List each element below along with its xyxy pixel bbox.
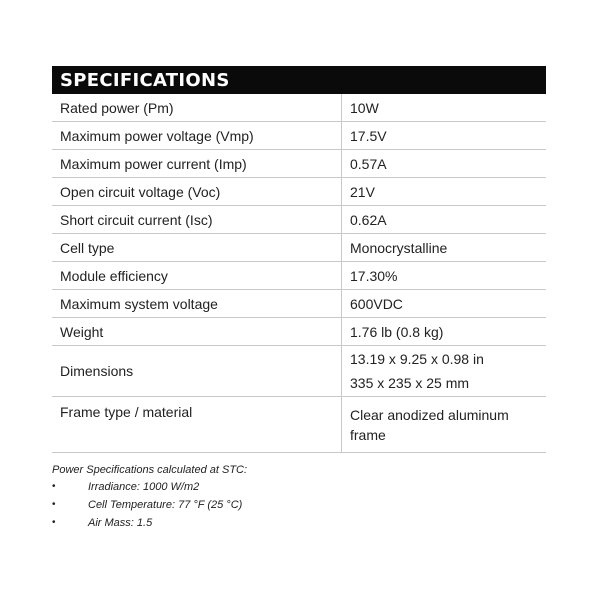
specifications-header (52, 66, 546, 94)
spec-value: 21V (342, 178, 547, 206)
spec-row-frame-material (52, 397, 546, 453)
spec-value: 17.30% (342, 262, 547, 290)
spec-label: Maximum power current (Imp) (52, 150, 342, 178)
note-text: Air Mass: 1.5 (88, 517, 153, 529)
list-item (52, 515, 546, 531)
specifications-table (52, 94, 546, 453)
spec-value: 0.57A (342, 150, 547, 178)
spec-row-open-circuit-voltage (52, 178, 546, 206)
bullet-icon: • (52, 481, 56, 492)
spec-row-rated-power (52, 94, 546, 122)
spec-row-cell-type (52, 234, 546, 262)
spec-label: Maximum power voltage (Vmp) (52, 122, 342, 150)
spec-value (342, 346, 547, 397)
spec-row-dimensions (52, 346, 546, 397)
spec-row-weight (52, 318, 546, 346)
bullet-icon: • (52, 517, 56, 528)
spec-label: Frame type / material (52, 397, 342, 453)
spec-row-short-circuit-current (52, 206, 546, 234)
spec-value: 0.62A (342, 206, 547, 234)
list-item (52, 479, 546, 495)
spec-value: 10W (342, 94, 547, 122)
spec-value: 600VDC (342, 290, 547, 318)
spec-row-max-power-voltage (52, 122, 546, 150)
note-text: Irradiance: 1000 W/m2 (88, 481, 200, 493)
spec-label: Weight (52, 318, 342, 346)
spec-value-line: frame (350, 426, 386, 443)
specifications-title: SPECIFICATIONS (60, 69, 230, 91)
note-text: Cell Temperature: 77 °F (25 °C) (88, 499, 243, 511)
notes-title: Power Specifications calculated at STC: (52, 464, 248, 476)
spec-row-module-efficiency (52, 262, 546, 290)
spec-row-max-power-current (52, 150, 546, 178)
spec-value-line: 13.19 x 9.25 x 0.98 in (350, 351, 484, 367)
spec-label: Cell type (52, 234, 342, 262)
spec-value: 1.76 lb (0.8 kg) (342, 318, 547, 346)
spec-value-line: 335 x 235 x 25 mm (350, 375, 470, 391)
spec-label: Module efficiency (52, 262, 342, 290)
power-spec-notes (52, 462, 546, 533)
specifications-panel (52, 66, 546, 453)
bullet-icon: • (52, 499, 56, 510)
spec-value: Monocrystalline (342, 234, 547, 262)
spec-value: 17.5V (342, 122, 547, 150)
spec-label: Maximum system voltage (52, 290, 342, 318)
notes-list (52, 479, 546, 531)
spec-label: Open circuit voltage (Voc) (52, 178, 342, 206)
spec-label: Rated power (Pm) (52, 94, 342, 122)
spec-label: Dimensions (52, 346, 342, 397)
list-item (52, 497, 546, 513)
spec-value-line: Clear anodized aluminum (350, 406, 509, 423)
spec-value (342, 397, 547, 453)
spec-label: Short circuit current (Isc) (52, 206, 342, 234)
spec-row-max-system-voltage (52, 290, 546, 318)
